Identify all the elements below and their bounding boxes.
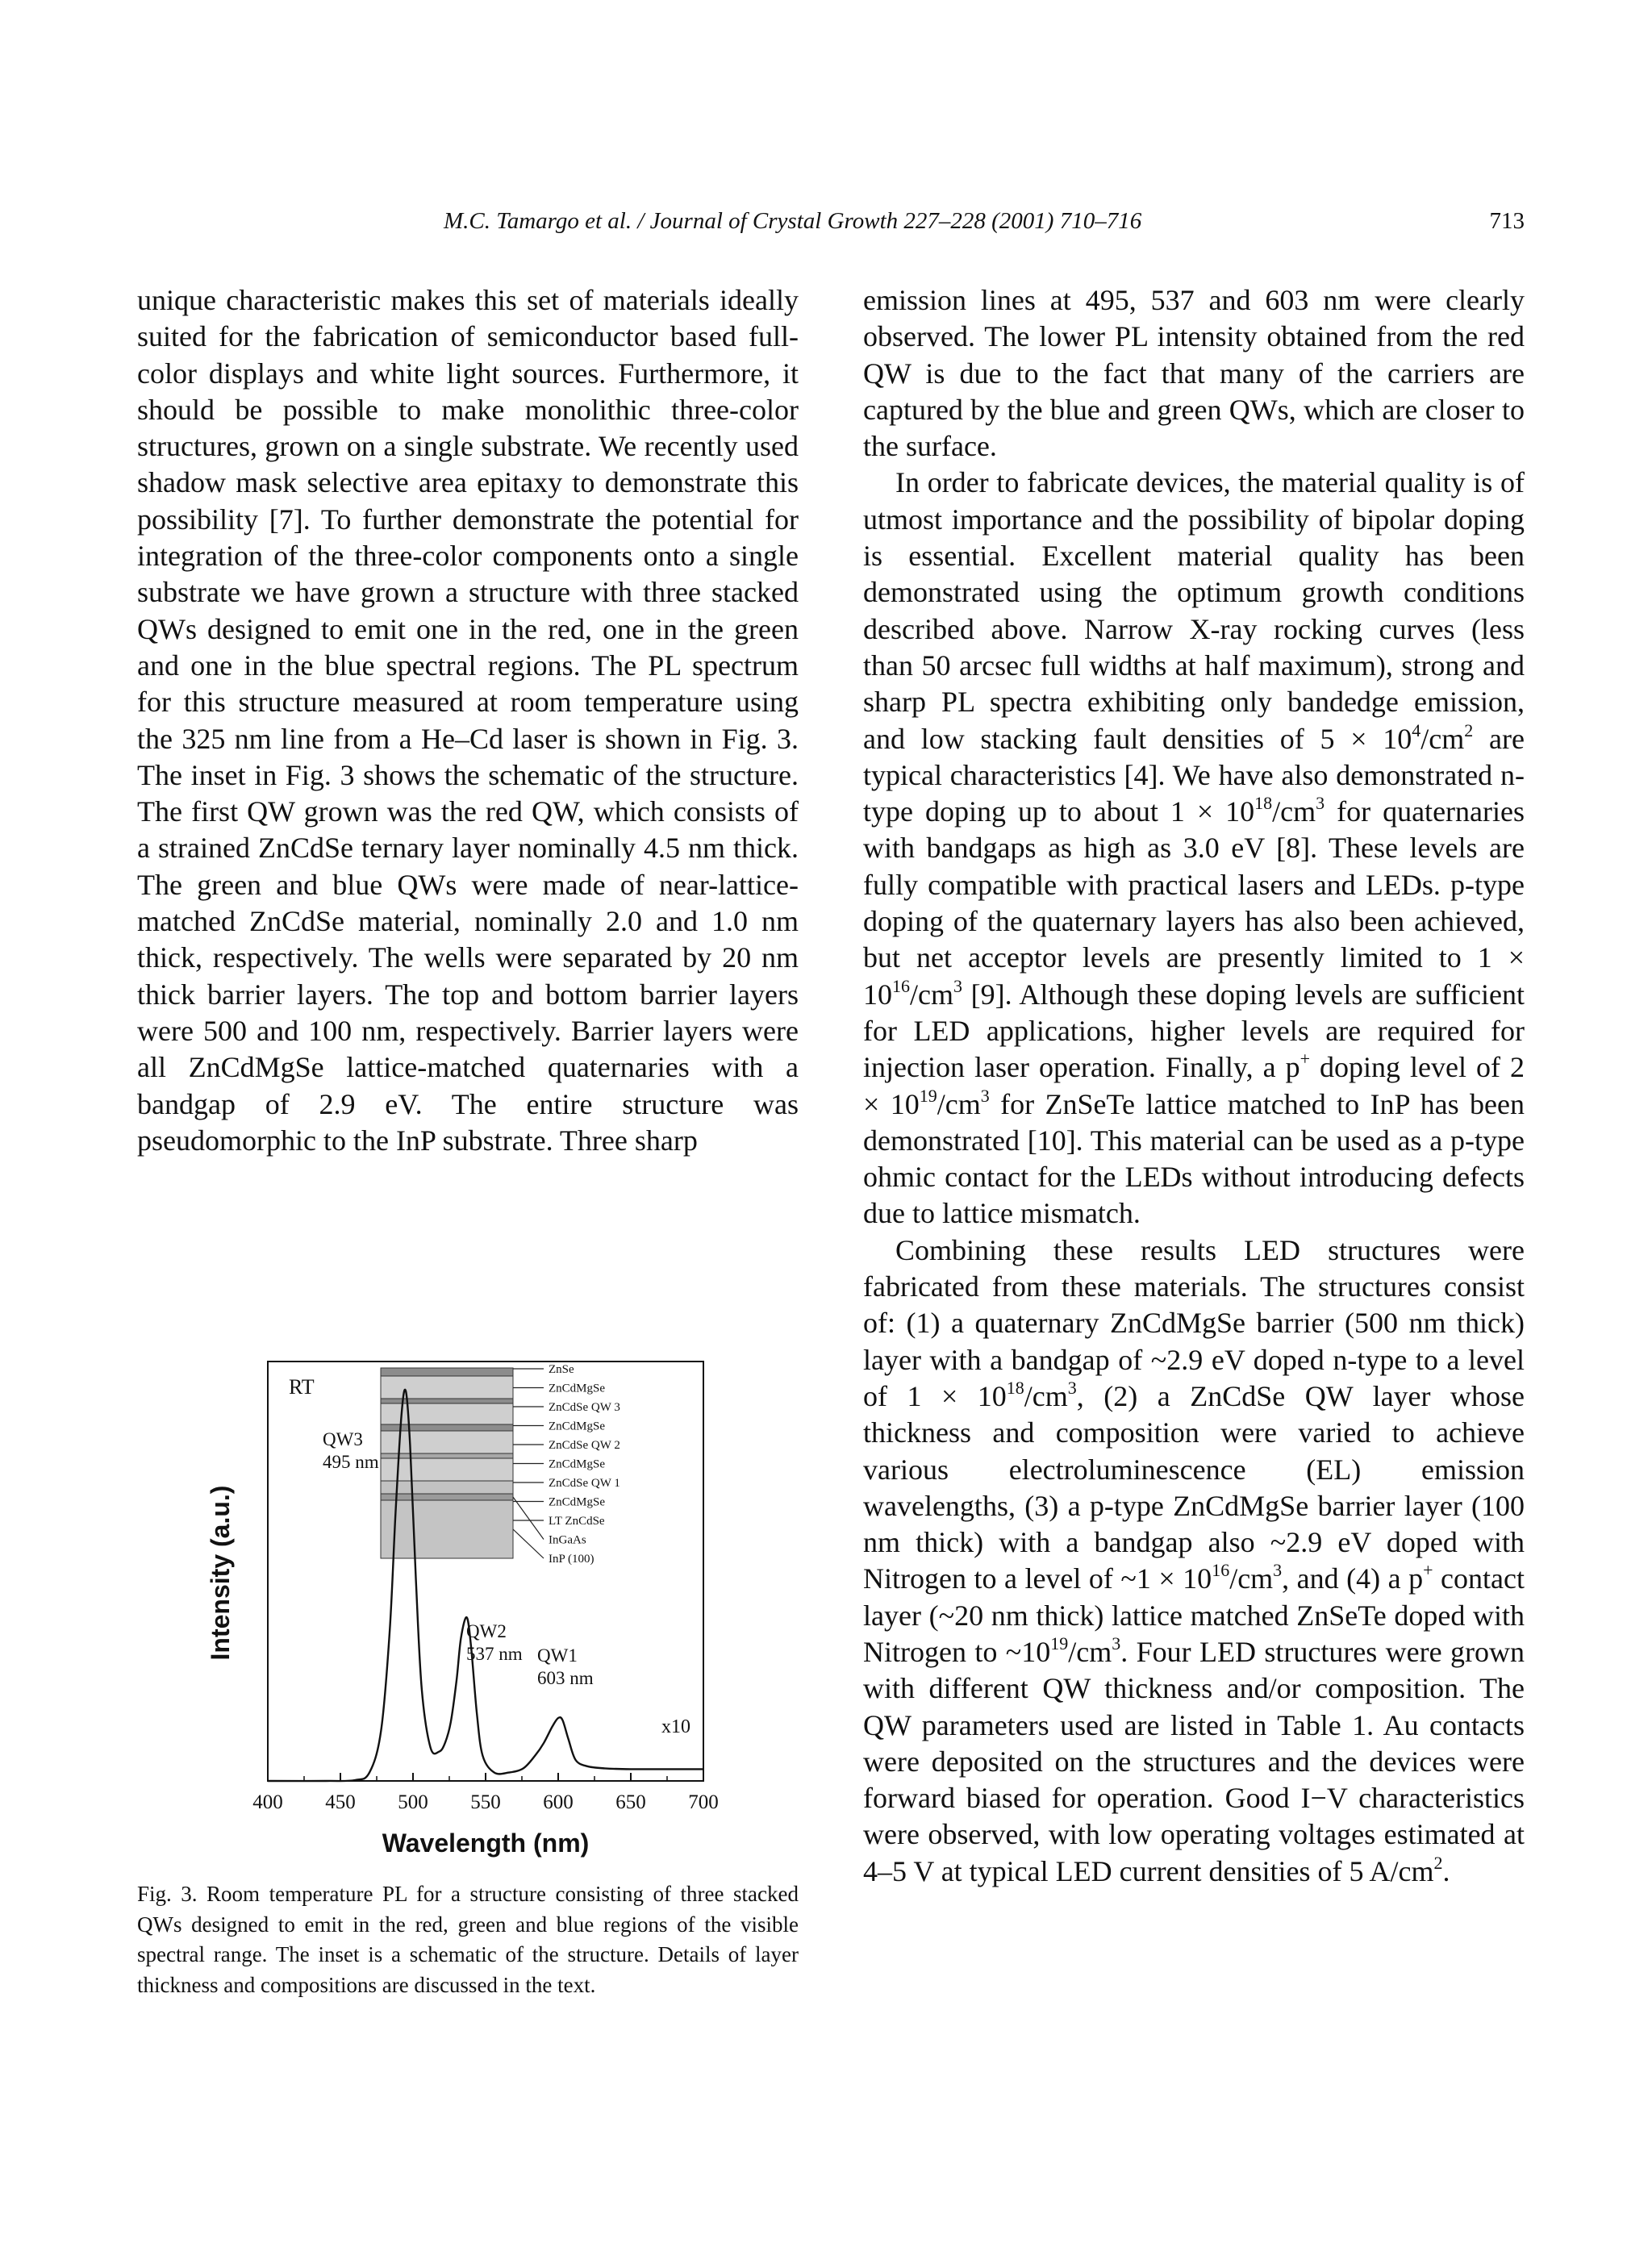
p3-seg-e: , and (4) a p <box>1282 1562 1424 1595</box>
p3-sup-4: 3 <box>1273 1560 1283 1581</box>
figure-3 <box>194 1339 758 1871</box>
p3-seg-f: contact layer (~20 nm thick) lattice matched ZnSeTe doped with Nitrogen to ~10 <box>863 1562 1525 1668</box>
running-header <box>137 208 1525 244</box>
left-paragraph-1 <box>137 282 799 1159</box>
x-tick-label: 500 <box>398 1791 428 1813</box>
p3-seg-i: . <box>1442 1854 1450 1887</box>
left-p1-text: unique characteristic makes this set of materials ideally suited for the fabrication of semiconductor based full-color displays and white light sources. Furthermore, it should be possible to make monolithic three-color structures, grown on a single substrate. We recently used shadow mask selective area epitaxy to demonstrate this possibility [7]. To further demonstrate the potential for integration of the three-color components onto a single substrate we have grown a structure with three stacked QWs designed to emit one in the red, one in the green and one in the blue spectral regions. The PL spectrum for this structure measured at room temperature using the 325 nm line from a He–Cd laser is shown in Fig. 3. The inset in Fig. 3 shows the schematic of the structure. The first QW grown was the red QW, which consists of a strained ZnCdSe ternary layer nominally 4.5 nm thick. The green and blue QWs were made of near-lattice-matched ZnCdSe material, nominally 2.0 and 1.0 nm thick, respectively. The wells were separated by 20 nm thick barrier layers. The top and bottom barrier layers were 500 and 100 nm, respectively. Barrier layers were all ZnCdMgSe lattice-matched quaternaries with a bandgap of 2.9 eV. The entire structure was pseudomorphic to the InP substrate. Three sharp <box>137 284 799 1157</box>
right-column <box>863 282 1525 1890</box>
inset-layer-label: ZnCdMgSe <box>549 1495 606 1509</box>
x-tick-label: 400 <box>252 1791 283 1813</box>
p2-seg-j: for ZnSeTe lattice matched to InP has been demonstrated [10]. This material can be used as a p-type ohmic contact for the LEDs without introducing defects due to lattice mismatch. <box>863 1087 1525 1230</box>
p2-seg-c: are typical characteristics [4]. We have also demonstrated n-type doping up to about 1 × 10 <box>863 722 1525 828</box>
x-tick-label: 550 <box>470 1791 501 1813</box>
qw2-label: QW2 <box>466 1621 507 1641</box>
p2-sup-8: 19 <box>919 1085 937 1106</box>
p2-seg-h: doping level of 2 × 10 <box>863 1051 1525 1120</box>
p2-sup-3: 18 <box>1254 793 1273 814</box>
p2-seg-i: /cm <box>937 1087 981 1120</box>
p3-seg-h: . Four LED structures were grown with different QW thickness and/or composition. The QW parameters used are listed in Table 1. Au contacts were deposited on the structures and the devices were forward biased for operation. Good I−V characteristics were observed, with low operating voltages estimated at 4–5 V at typical LED current densities of 5 A/cm <box>863 1635 1525 1887</box>
qw2-wavelength-label: 537 nm <box>466 1644 523 1664</box>
running-head-text: M.C. Tamargo et al. / Journal of Crystal Growth 227–228 (2001) 710–716 <box>444 208 1142 234</box>
p3-seg-d: /cm <box>1229 1562 1274 1595</box>
right-paragraph-1 <box>863 282 1525 465</box>
p3-seg-a: Combining these results LED structures were fabricated from these materials. The structures consist of: (1) a quaternary ZnCdMgSe barrier (500 nm thick) layer with a bandgap of ~2.9 eV doped n-type to a level of 1 × 10 <box>863 1233 1525 1412</box>
p3-sup-8: 2 <box>1433 1852 1443 1873</box>
p3-sup-1: 18 <box>1006 1377 1024 1398</box>
inset-layer-label: InGaAs <box>549 1533 586 1547</box>
inset-layer-label: InP (100) <box>549 1553 594 1566</box>
right-paragraph-2 <box>863 465 1525 1232</box>
qw3-wavelength-label: 495 nm <box>323 1452 379 1472</box>
p3-sup-2: 3 <box>1067 1377 1077 1398</box>
p2-sup-1: 4 <box>1412 719 1421 740</box>
x-tick-label: 650 <box>615 1791 646 1813</box>
p3-seg-c: , (2) a ZnCdSe QW layer whose thickness and composition were varied to achieve various electroluminescence (EL) emission wavelengths, (3) a p-type ZnCdMgSe barrier layer (100 nm thick) with a bandgap also ~2.9 eV doped with Nitrogen to a level of ~1 × 10 <box>863 1379 1525 1595</box>
inset-layer-band <box>381 1500 513 1558</box>
page-number: 713 <box>1489 208 1525 234</box>
inset-layer-band <box>381 1458 513 1481</box>
x-tick-label: 450 <box>325 1791 356 1813</box>
p2-sup-5: 16 <box>892 975 910 996</box>
x-axis-label: Wavelength (nm) <box>382 1829 590 1858</box>
rt-label: RT <box>289 1375 315 1399</box>
p2-sup-4: 3 <box>1316 793 1325 814</box>
qw1-wavelength-label: 603 nm <box>537 1668 594 1688</box>
inset-layer-band <box>381 1399 513 1403</box>
p2-seg-e: for quaternaries with bandgaps as high as 3.0 eV [8]. These levels are fully compatible with practical lasers and LEDs. p-type doping of the quaternary layers has also been achieved, but net acceptor levels are presently limited to 1 × 10 <box>863 795 1525 1011</box>
p2-seg-a: In order to fabricate devices, the material quality is of utmost importance and the possibility of bipolar doping is essential. Excellent material quality has been demonstrated using the optimum growth conditions described above. Narrow X-ray rocking curves (less than 50 arcsec full widths at half maximum), strong and sharp PL spectra exhibiting only bandedge emission, and low stacking fault densities of 5 × 10 <box>863 466 1525 755</box>
inset-layer-label: ZnCdMgSe <box>549 1382 606 1395</box>
p3-sup-7: 3 <box>1112 1633 1121 1653</box>
inset-layer-band <box>381 1481 513 1494</box>
p2-seg-d: /cm <box>1272 795 1316 828</box>
p3-sup-6: 19 <box>1050 1633 1069 1653</box>
figure-caption: Fig. 3. Room temperature PL for a structure consisting of three stacked QWs designed to emit in the red, green and blue regions of the visible spectral range. The inset is a schematic of the structure. Details of layer thickness and compositions are discussed in the text. <box>137 1882 799 1997</box>
inset-layer-label: ZnSe <box>549 1363 574 1376</box>
x-tick-label: 600 <box>543 1791 574 1813</box>
p2-seg-f: /cm <box>910 978 953 1011</box>
inset-layer-band <box>381 1494 513 1500</box>
scale-factor-label: x10 <box>661 1716 690 1737</box>
inset-layer-label: ZnCdSe QW 3 <box>549 1401 620 1414</box>
x-tick-label: 700 <box>688 1791 719 1813</box>
p2-sup-6: 3 <box>953 975 962 996</box>
inset-layer-label: LT ZnCdSe <box>549 1515 605 1528</box>
p2-sup-2: 2 <box>1464 719 1474 740</box>
inset-layer-band <box>381 1376 513 1399</box>
inset-layer-label: ZnCdSe QW 2 <box>549 1439 620 1452</box>
qw1-label: QW1 <box>537 1645 578 1666</box>
inset-layer-band <box>381 1368 513 1376</box>
p2-seg-g: [9]. Although these doping levels are sufficient for LED applications, higher levels are required for injection laser operation. Finally, a p <box>863 978 1525 1084</box>
structure-inset <box>381 1363 620 1566</box>
y-axis-label: Intensity (a.u.) <box>206 1485 235 1661</box>
inset-layer-label: ZnCdMgSe <box>549 1457 606 1471</box>
p2-seg-b: /cm <box>1420 722 1465 755</box>
qw3-label: QW3 <box>323 1429 363 1449</box>
right-p1-text: emission lines at 495, 537 and 603 nm were clearly observed. The lower PL intensity obtained from the red QW is due to the fact that many of the carriers are captured by the blue and green QWs, which are closer to the surface. <box>863 284 1525 463</box>
left-column <box>137 282 799 1159</box>
x-axis-ticks <box>252 1773 719 1813</box>
p3-seg-g: /cm <box>1068 1635 1112 1668</box>
right-paragraph-3 <box>863 1232 1525 1890</box>
p3-seg-b: /cm <box>1024 1379 1068 1412</box>
p2-sup-7: + <box>1299 1049 1310 1070</box>
pl-spectrum-chart <box>194 1339 758 1871</box>
inset-layer-label: ZnCdMgSe <box>549 1420 606 1433</box>
p3-sup-5: + <box>1423 1560 1433 1581</box>
inset-layer-band <box>381 1453 513 1458</box>
p2-sup-9: 3 <box>980 1085 990 1106</box>
p3-sup-3: 16 <box>1212 1560 1230 1581</box>
inset-layer-label: ZnCdSe QW 1 <box>549 1477 620 1490</box>
